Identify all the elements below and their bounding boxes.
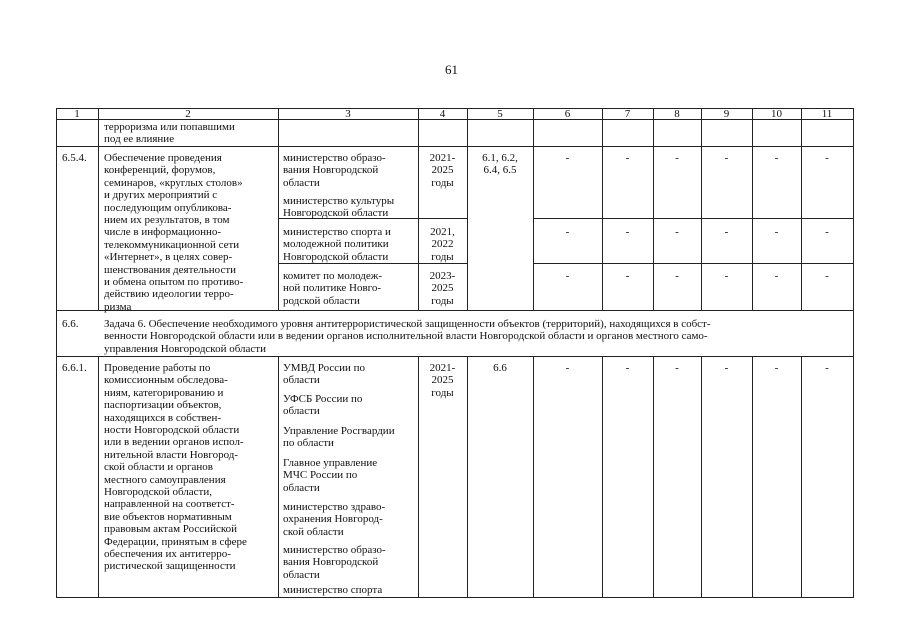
measure-description: нительной власти Новгород- [104, 448, 239, 461]
measure-description: действию идеологии терро- [104, 288, 234, 301]
empty-dash: - [565, 270, 570, 282]
column-number: 7 [624, 108, 631, 120]
executor-text: вания Новгородской [283, 164, 379, 177]
column-number: 2 [185, 108, 191, 120]
empty-dash: - [774, 362, 779, 374]
row-rule [56, 597, 854, 598]
period-text: 2025 [431, 282, 454, 295]
measure-description: конференций, форумов, [104, 164, 216, 177]
executor-text: области [283, 568, 320, 581]
measure-description: направленной на соответст- [104, 498, 235, 511]
measure-description: находящихся в собствен- [104, 411, 222, 424]
empty-dash: - [724, 270, 729, 282]
empty-dash: - [774, 226, 779, 238]
measure-description: ской области и органов [104, 461, 213, 474]
task-text: венности Новгородской области или в ведении органов исполнительной власти Новгородской области и органов местного само- [104, 330, 708, 343]
period-text: годы [431, 294, 454, 307]
row-number: 6.6.1. [62, 362, 87, 374]
executor-text: министерство культуры [283, 195, 395, 207]
empty-dash: - [724, 362, 729, 374]
empty-dash: - [724, 226, 729, 238]
measure-description: Обеспечение проведения [104, 152, 222, 164]
empty-dash: - [825, 270, 829, 282]
executor-text: вания Новгородской [283, 556, 379, 569]
period-text: 2025 [431, 374, 454, 387]
column-number: 10 [771, 108, 782, 120]
empty-dash: - [675, 152, 679, 164]
column-number: 9 [723, 108, 730, 120]
indicator-text: 6.4, 6.5 [483, 164, 517, 177]
column-number: 11 [821, 108, 833, 120]
executor-text: Новгородской области [283, 250, 389, 263]
executor-text: министерство здраво- [283, 501, 386, 513]
column-rule [467, 356, 468, 597]
empty-dash: - [625, 226, 630, 238]
empty-dash: - [565, 152, 570, 164]
measure-description: последующим опубликова- [104, 201, 232, 214]
measure-description: ристической защищенности [104, 560, 236, 573]
executor-text: министерство спорта и [283, 226, 391, 238]
executor-text: МЧС России по [283, 469, 358, 482]
empty-dash: - [825, 226, 829, 238]
executor-text: по области [283, 437, 334, 450]
empty-dash: - [625, 270, 630, 282]
row-rule [56, 146, 854, 147]
period-text: 2023- [429, 270, 456, 282]
measure-description: ности Новгородской области [104, 424, 240, 436]
measure-description: нием их результатов, в том [104, 214, 230, 226]
executor-text: УМВД России по [283, 362, 366, 374]
empty-dash: - [825, 362, 829, 374]
measure-description: семинаров, «круглых столов» [104, 176, 243, 189]
executor-text: области [283, 176, 320, 189]
measure-description: комиссионным обследова- [104, 374, 228, 387]
measure-description: телекоммуникационной сети [104, 238, 240, 251]
column-number: 3 [345, 108, 351, 120]
empty-dash: - [675, 226, 679, 238]
measure-description: числе в информационно- [104, 226, 222, 239]
column-number: 4 [439, 108, 446, 120]
row-continuation-text: под ее влияние [104, 133, 175, 146]
measure-description: вие объектов нормативным [104, 510, 232, 523]
period-text: годы [431, 176, 454, 189]
executor-text: ской области [283, 525, 344, 538]
row-rule [56, 310, 854, 311]
executor-text: охранения Новгород- [283, 513, 383, 526]
column-rule [467, 108, 468, 310]
empty-dash: - [724, 152, 729, 164]
column-number: 8 [674, 108, 680, 120]
empty-dash: - [675, 270, 679, 282]
measure-description: Проведение работы по [104, 362, 211, 374]
row-rule [533, 263, 854, 264]
column-number: 1 [74, 108, 80, 120]
column-rule [701, 356, 702, 597]
measure-description: ниям, категорированию и [104, 386, 224, 399]
executor-text: родской области [283, 294, 360, 307]
measure-description: паспортизации объектов, [104, 399, 222, 412]
executor-text: Новгородской области [283, 207, 389, 220]
executor-text: области [283, 374, 320, 387]
empty-dash: - [565, 362, 570, 374]
executor-text: министерство образо- [283, 544, 386, 556]
column-rule [98, 108, 99, 310]
measure-description: или в ведении органов испол- [104, 436, 244, 449]
indicator-text: 6.1, 6.2, [482, 152, 518, 164]
measure-description: «Интернет», в целях совер- [104, 251, 233, 264]
period-text: годы [431, 250, 454, 263]
measure-description: шенствования деятельности [104, 263, 237, 276]
empty-dash: - [675, 362, 679, 374]
column-rule [653, 356, 654, 597]
executor-text: области [283, 481, 320, 494]
column-rule [278, 356, 279, 597]
executor-text: молодежной политики [283, 238, 389, 251]
executor-text: ной политике Новго- [283, 282, 382, 295]
measure-description: обеспечения их антитерро- [104, 548, 231, 560]
measure-description: ризма [104, 300, 132, 313]
executor-text: комитет по молодеж- [283, 270, 383, 282]
period-text: годы [431, 386, 454, 399]
empty-dash: - [774, 270, 779, 282]
measure-description: правовым актам Российской [104, 523, 238, 536]
column-rule [98, 356, 99, 597]
period-text: 2021- [429, 362, 456, 374]
column-rule [853, 108, 854, 597]
row-number: 6.5.4. [62, 152, 87, 164]
column-rule [278, 108, 279, 310]
task-text: управления Новгородской области [104, 342, 267, 355]
measure-description: Новгородской области, [104, 486, 212, 498]
page-number: 61 [445, 62, 458, 77]
column-rule [533, 356, 534, 597]
empty-dash: - [625, 362, 630, 374]
period-text: 2021, [430, 226, 455, 238]
measure-description: местного самоуправления [104, 473, 226, 486]
period-text: 2021- [429, 152, 456, 164]
empty-dash: - [825, 152, 829, 164]
executor-text: Главное управление [283, 457, 378, 469]
empty-dash: - [565, 226, 570, 238]
executor-text: УФСБ России по [283, 393, 363, 405]
executor-text: министерство образо- [283, 152, 386, 164]
empty-dash: - [774, 152, 779, 164]
measure-description: Федерации, принятым в сфере [104, 535, 247, 548]
row-rule [56, 356, 854, 357]
executor-text: Управление Росгвардии [283, 425, 395, 437]
row-rule [533, 218, 854, 219]
column-rule [752, 356, 753, 597]
period-text: 2022 [431, 238, 454, 251]
measure-description: и обмена опытом по противо- [104, 276, 244, 288]
column-number: 5 [497, 108, 503, 120]
executor-text: министерство спорта [283, 584, 383, 596]
measure-description: и других мероприятий с [104, 189, 218, 202]
indicator-text: 6.6 [493, 362, 507, 374]
column-rule [56, 108, 57, 597]
column-rule [801, 356, 802, 597]
row-number: 6.6. [62, 318, 79, 330]
period-text: 2025 [431, 164, 454, 177]
column-rule [602, 356, 603, 597]
empty-dash: - [625, 152, 630, 164]
row-continuation-text: терроризма или попавшими [104, 121, 235, 133]
column-number: 6 [564, 108, 571, 120]
executor-text: области [283, 405, 320, 418]
task-text: Задача 6. Обеспечение необходимого уровня антитеррористической защищенности объектов (территорий), находящихся в собст- [104, 318, 711, 330]
